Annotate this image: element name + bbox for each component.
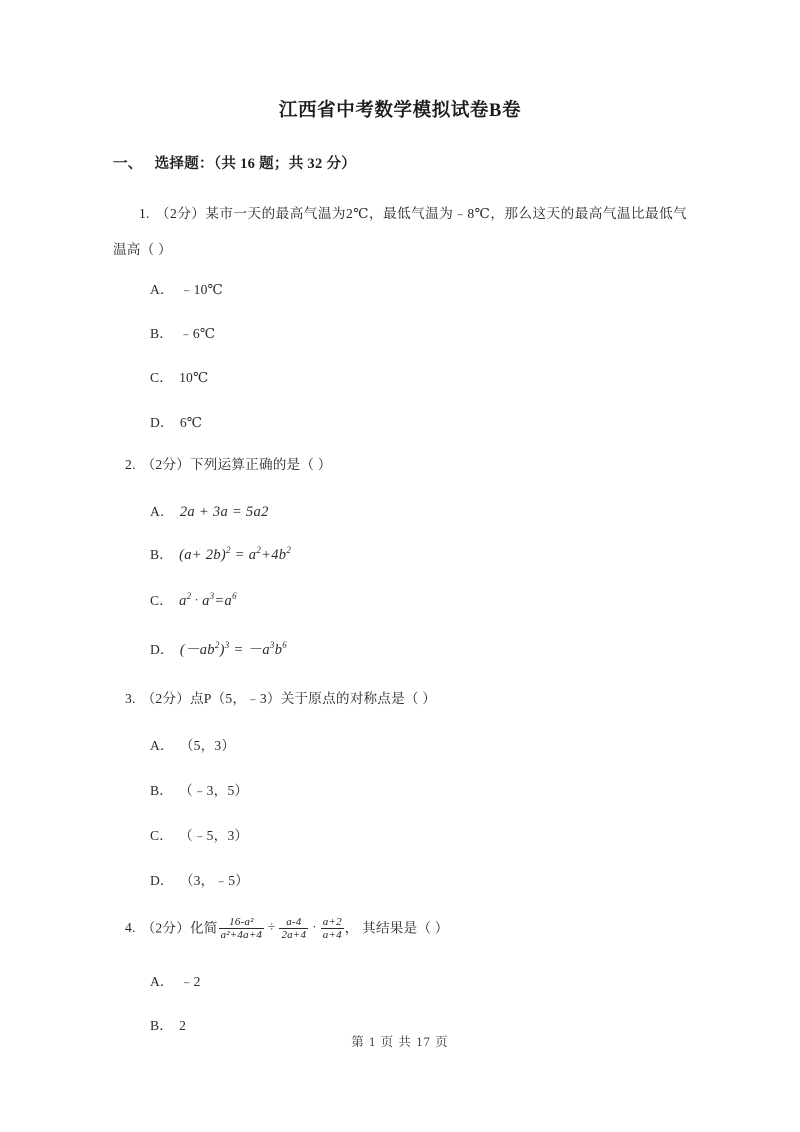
section-heading — [113, 152, 356, 173]
fraction-denominator: 2a+4 — [281, 929, 307, 942]
option-value: 2 — [179, 1018, 187, 1033]
question-3-option-d[interactable] — [150, 869, 249, 889]
section-meta: （共 16 题；共 32 分） — [213, 156, 357, 172]
question-2 — [125, 447, 699, 483]
fraction-2 — [279, 916, 308, 942]
fraction-denominator: a²+4a+4 — [220, 929, 263, 942]
question-3-option-c[interactable] — [150, 824, 248, 844]
option-value: $a^2 \cdot a^3=a^6$ — [179, 591, 237, 609]
option-value: ﹣6℃ — [179, 326, 216, 341]
question-3-number: 3. — [125, 691, 136, 706]
section-number: 一、 — [113, 156, 143, 172]
fraction-numerator: a+2 — [322, 916, 342, 928]
fraction-denominator: a+4 — [322, 929, 342, 942]
option-value: （5，3） — [179, 738, 236, 753]
question-2-option-d[interactable] — [150, 638, 287, 659]
fraction-numerator: a-4 — [286, 916, 302, 928]
option-value: （﹣3，5） — [179, 783, 249, 798]
page-footer: 第 1 页 共 17 页 — [351, 1035, 449, 1049]
question-3-score: （2分） — [141, 691, 190, 706]
option-label: B． — [150, 326, 174, 341]
option-value: $(-ab^2)^3 = -a^3b^6$ — [179, 640, 288, 658]
option-value: ﹣2 — [179, 974, 201, 989]
question-1-stem — [113, 196, 687, 268]
page-title: 江西省中考数学模拟试卷B卷 — [278, 101, 522, 121]
option-label: C． — [150, 828, 174, 843]
question-3 — [125, 681, 699, 717]
question-1-option-a[interactable] — [150, 278, 223, 298]
question-3-option-a[interactable] — [150, 734, 235, 754]
section-label: 选择题： — [154, 156, 214, 172]
question-1 — [113, 196, 687, 268]
option-label: A． — [150, 282, 174, 297]
question-1-option-c[interactable] — [150, 366, 208, 386]
fraction-1 — [219, 916, 265, 942]
question-1-option-d[interactable] — [150, 411, 202, 431]
question-3-text: 点P（5，﹣3）关于原点的对称点是（ ） — [190, 691, 437, 706]
question-4 — [125, 916, 685, 942]
option-value: $(a+ 2b)^2 = a^2+4b^2$ — [179, 545, 292, 563]
option-label: C． — [150, 593, 174, 608]
option-label: D． — [150, 873, 174, 888]
question-1-number: 1. — [139, 206, 150, 221]
question-4-option-b[interactable] — [150, 1014, 186, 1034]
fraction-numerator: 16-a² — [229, 916, 254, 928]
question-3-stem — [125, 681, 699, 717]
option-label: D． — [150, 642, 174, 657]
fraction-3 — [321, 916, 344, 942]
question-3-option-b[interactable] — [150, 779, 248, 799]
option-label: A． — [150, 504, 174, 519]
option-label: D． — [150, 415, 174, 430]
question-4-expression — [218, 916, 345, 942]
question-1-option-b[interactable] — [150, 322, 215, 342]
option-label: B． — [150, 547, 174, 562]
question-2-stem — [125, 447, 699, 483]
question-2-option-b[interactable] — [150, 543, 291, 564]
question-4-text-prefix: 化简 — [190, 920, 218, 936]
question-4-stem — [125, 916, 685, 942]
question-2-text: 下列运算正确的是（ ） — [190, 457, 332, 472]
option-value: ﹣10℃ — [179, 282, 224, 297]
question-2-score: （2分） — [141, 457, 190, 472]
option-label: C． — [150, 370, 174, 385]
operator-multiply: · — [312, 918, 317, 934]
option-value: （3，﹣5） — [179, 873, 249, 888]
option-value: （﹣5，3） — [179, 828, 249, 843]
option-value: 6℃ — [179, 415, 203, 430]
option-label: B． — [150, 1018, 174, 1033]
question-1-text: 某市一天的最高气温为2℃，最低气温为﹣8℃，那么这天的最高气温比最低气温高（ ） — [113, 206, 687, 257]
option-label: B． — [150, 783, 174, 798]
question-2-number: 2. — [125, 457, 136, 472]
question-4-text-suffix: ， 其结果是（ ） — [344, 920, 449, 936]
question-1-score: （2分） — [155, 206, 206, 221]
operator-divide: ÷ — [268, 918, 276, 934]
question-4-score: （2分） — [141, 920, 190, 936]
question-4-number: 4. — [125, 920, 136, 936]
question-2-option-a[interactable] — [150, 500, 269, 521]
option-label: A． — [150, 738, 174, 753]
question-2-option-c[interactable] — [150, 589, 237, 610]
option-value: 10℃ — [179, 370, 209, 385]
option-label: A． — [150, 974, 174, 989]
question-4-option-a[interactable] — [150, 970, 201, 990]
option-value: 2a + 3a = 5a2 — [179, 504, 269, 520]
